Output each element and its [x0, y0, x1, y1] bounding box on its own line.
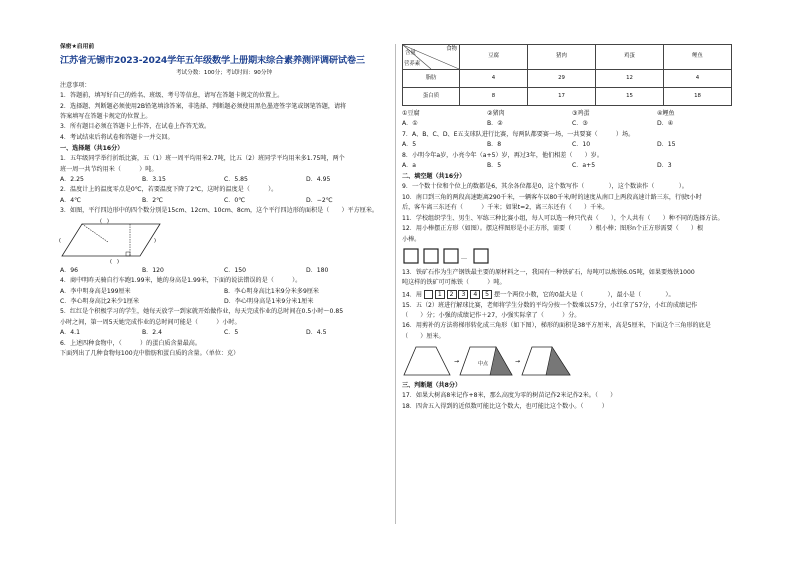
matchstick-diagram: [402, 246, 492, 266]
parallelogram-figure: [60, 218, 388, 264]
question-5-options: [60, 329, 388, 337]
table-cell: 15: [596, 88, 664, 106]
section-heading-2: 二、填空题（共16分）: [402, 173, 466, 181]
digit-card: 1: [435, 290, 445, 299]
food-item: ④鲤鱼: [657, 110, 675, 117]
table-header: 豆腐: [460, 45, 528, 70]
option[interactable]: A．5: [402, 141, 417, 149]
question-13: 13．铁矿石作为生产钢铁最主要的原材料之一，我国有一种铁矿石，每吨可以炼铁6.05吨，如果要炼铁1000: [402, 268, 695, 276]
midpoint-label: 中点: [478, 361, 489, 368]
table-corner-cell: [403, 45, 460, 70]
option[interactable]: B．120: [142, 266, 164, 274]
table-header: 猪肉: [528, 45, 596, 70]
option[interactable]: D．李心明身高是1米9分米1厘米: [224, 297, 314, 305]
question-7-options: [402, 141, 742, 149]
option[interactable]: D．4.95: [306, 176, 331, 184]
option[interactable]: C．0℃: [224, 196, 246, 204]
digit-card: 4: [470, 290, 480, 299]
svg-text:(: (: [59, 237, 61, 244]
question-13-cont: 吨这样的铁矿可可炼铁（ ）吨。: [402, 279, 506, 287]
right-column: [402, 44, 742, 413]
option[interactable]: B．②: [487, 120, 503, 128]
digit-card: 3: [458, 290, 468, 299]
food-item: ③鸡蛋: [572, 110, 590, 117]
digit-card: [424, 290, 433, 299]
digit-card: 2: [447, 290, 457, 299]
question-5: 5．红红是个积极学习的学生，她每天放学一到家就开始做作业，每天完成作业的总时间在0.5小时～0.85: [60, 308, 344, 316]
note-item: 4．考试结束后将试卷和答题卡一并交回。: [60, 133, 174, 141]
trapezoid-diagram: [402, 343, 572, 379]
table-cell: 29: [528, 70, 596, 88]
trapezoid-figure: [402, 343, 742, 379]
option[interactable]: D．15: [657, 141, 676, 149]
note-item: 2．选择题、判断题必须使用2B铅笔填涂答案，非选择、判断题必须使用黑色墨迹签字笔或钢笔答题，请将: [60, 102, 347, 110]
question-16: 16．用剪补的方法将梯形转化成三角形（如下图），梯形的面积是38平方厘米，高是5厘米，下面这个三角形的底是: [402, 322, 711, 330]
secret-label: 保密★启用前: [60, 44, 95, 50]
corner-bottom-label: 营养素: [404, 60, 421, 67]
question-8-options: [402, 162, 742, 170]
option[interactable]: A．①: [402, 120, 418, 128]
option[interactable]: C．10: [572, 141, 591, 149]
option[interactable]: A．a: [402, 162, 416, 170]
option[interactable]: A．2.25: [60, 176, 84, 184]
food-item: ②猪肉: [487, 110, 505, 117]
question-10: 10．南口到三角的两段高速距离290千米，一辆客车以80千米/时的速度从南口上两段高速计路三东，行驶t小时: [402, 193, 702, 201]
table-cell: 17: [528, 88, 596, 106]
option[interactable]: C．③: [572, 120, 588, 128]
parallelogram-diagram: [60, 218, 170, 264]
matchstick-squares-figure: [402, 246, 742, 266]
question-2: 2．温度计上的温度零点是0℃，若要温度下降了2℃，这时的温度是（ ）。: [60, 186, 278, 194]
svg-text:…: …: [461, 253, 467, 261]
question-18: 18．四舍五入得到的近似数可能比这个数大，也可能比这个数小。（ ）: [402, 402, 608, 410]
notes-heading: 注意事项：: [60, 81, 91, 89]
note-item: 3．所有题目必须在答题卡上作答，在试卷上作答无效。: [60, 123, 211, 131]
digit-card: 5: [482, 290, 492, 299]
option[interactable]: D．3: [657, 162, 672, 170]
question-2-options: [60, 197, 388, 205]
question-15: 15．五（2）班进行解球比赛，老师将学生分数的平均分按一个数乘以57分，小红拿了57分，小红的成绩记作: [402, 301, 698, 309]
question-4-options-row1: [60, 288, 388, 296]
corner-top-label: 食物: [446, 46, 457, 52]
option[interactable]: C．5.85: [224, 176, 248, 184]
table-cell: 4: [664, 70, 732, 88]
question-17: 17．如果大树高8米记作+8米，那么高度为零的树苗记作2米记作2米。（ ）: [402, 392, 617, 400]
svg-text:( ): ( ): [100, 218, 109, 225]
option[interactable]: B．5: [487, 162, 502, 170]
section-heading-1: 一、选择题（共16分）: [60, 145, 124, 153]
question-3: 3．如图，平行四边形中的四个数分别是15cm、12cm、10cm、8cm，这个平行四边形的面积是（ ）平方厘米。: [60, 207, 379, 215]
svg-text:→: →: [454, 358, 460, 366]
table-row: [403, 70, 732, 88]
option[interactable]: B．2℃: [142, 196, 163, 204]
question-14: 14．用 1 2 3 4 5 摆一个两位小数，它的0最大是（ ），最小是（ ）。: [402, 291, 675, 299]
svg-text:): ): [154, 237, 156, 244]
option[interactable]: B．8: [487, 141, 502, 149]
section-heading-3: 三、判断题（共8分）: [402, 382, 462, 390]
question-6-options: [402, 120, 742, 128]
svg-text:→: →: [515, 358, 521, 366]
question-1-cont: 班一周一共节约用米（ ）吨。: [60, 165, 158, 173]
question-5-cont: 小时之间，第一周5天她完成作业的总时间可能是（ ）小时。: [60, 318, 241, 326]
option[interactable]: B．3.15: [142, 176, 166, 184]
column-divider: [395, 44, 396, 524]
question-9: 9．一个数十位和个位上的数都是6，其余各位都是0，这个数写作（ ），这个数读作（ ）。: [402, 183, 688, 191]
question-4-options-row2: [60, 298, 388, 306]
option[interactable]: C．李心明身高比2米少1厘米: [60, 297, 140, 305]
table-row: [403, 88, 732, 106]
option[interactable]: A．96: [60, 266, 79, 274]
option[interactable]: D．−2℃: [306, 196, 333, 204]
option[interactable]: D．180: [306, 266, 329, 274]
question-7: 7．A、B、C、D、E五支球队进行比赛，每两队都要赛一场，一共要赛（ ）场。: [402, 130, 635, 138]
option[interactable]: A．4℃: [60, 196, 81, 204]
table-header: 鸡蛋: [596, 45, 664, 70]
option[interactable]: B．2.4: [142, 329, 162, 337]
svg-text:( ): ( ): [110, 258, 119, 265]
option[interactable]: A．4.1: [60, 329, 80, 337]
row-label: 蛋白质: [403, 88, 460, 106]
question-12-cont: 小棒。: [402, 235, 421, 243]
question-1: 1．五年级同学举行折纸比赛，五（1）班一周平均用米2.7吨，比五（2）班同学平均用米多1.75吨，两个: [60, 155, 345, 163]
question-12: 12．用小棒摆正方形（如图）。摆这样图形是小正方形，需要（ ）根小棒；图形n个正方形需要（ ）根: [402, 225, 704, 233]
exam-title: 江苏省无锡市2023-2024学年五年级数学上册期末综合素养测评调研试卷三: [60, 54, 365, 66]
table-cell: 8: [460, 88, 528, 106]
question-6: 6．上述四种食物中，（ ）的蛋白质含量最高。: [60, 339, 201, 347]
food-item: ①豆腐: [402, 110, 420, 117]
option[interactable]: C．150: [224, 266, 246, 274]
option[interactable]: B．李心明身高比1米9分米多9厘米: [224, 287, 320, 295]
question-10-cont: 后，客车离三东还有（ ）千米；如果t=2，离三东还有（ ）千米。: [402, 204, 609, 212]
question-6-note: 下面列出了几种食物每100克中脂肪和蛋白质的含量。（单位：克）: [60, 349, 240, 357]
question-3-options: [60, 267, 388, 275]
question-1-options: [60, 176, 388, 184]
option[interactable]: A．李中明身高是199厘米: [60, 287, 131, 295]
corner-mid-label: 含量: [405, 50, 416, 56]
nutrition-table: [402, 44, 732, 106]
note-item: 答案填写在答题卡规定的位置上。: [60, 113, 152, 120]
table-cell: 18: [664, 88, 732, 106]
option[interactable]: D．④: [657, 120, 674, 128]
option[interactable]: C．a+5: [572, 162, 596, 170]
question-4: 4．商中明昨天骑自行车跑1.99米，她的身高是1.99米，下面的说法错误的是（ ）。: [60, 277, 302, 285]
row-label: 脂肪: [403, 70, 460, 88]
table-cell: 12: [596, 70, 664, 88]
option[interactable]: D．4.5: [306, 329, 327, 337]
question-8: 8．小明今年a岁，小亮今年（a+5）岁，再过3年，他们相差（ ）岁。: [402, 151, 603, 159]
exam-info: 考试分数：100分；考试时间：90分钟: [175, 70, 273, 77]
table-header: 鲤鱼: [664, 45, 732, 70]
note-item: 1．答题前，填写好自己的姓名、班级、考号等信息，请写在答题卡规定的位置上。: [60, 92, 284, 100]
left-column: [60, 44, 388, 360]
table-cell: 4: [460, 70, 528, 88]
question-16-cont: （ ）厘米。: [402, 332, 445, 340]
option[interactable]: C．5: [224, 329, 239, 337]
question-6-items: [402, 110, 742, 118]
question-15-cont: （ ）分；小强的成绩记作＋27，小强实际拿了（ ）分。: [402, 312, 581, 320]
question-11: 11．学校组织学生、男生、军练三种比赛小组，每人可以选一种只代表（ ），个人共有（ ）种不同的选择方法。: [402, 214, 724, 222]
